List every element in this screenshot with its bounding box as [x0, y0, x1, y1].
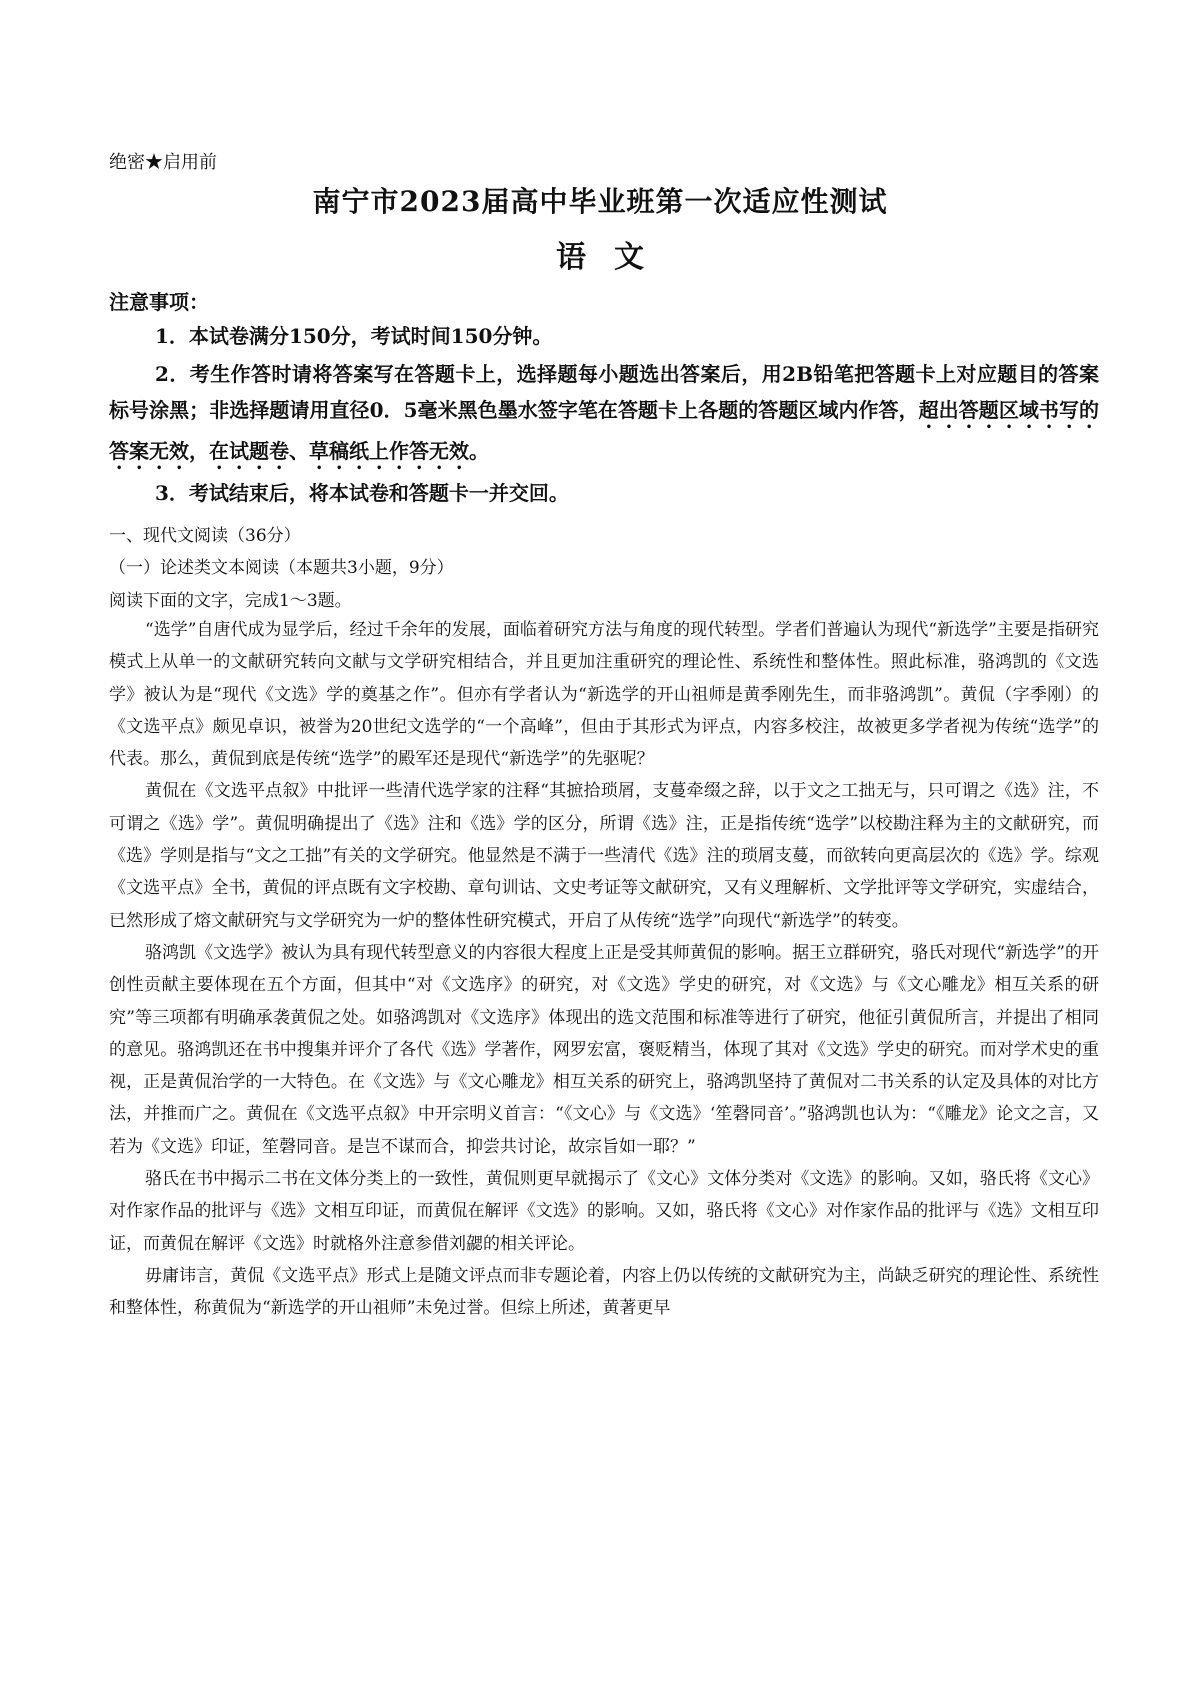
- notice-item-3: 3．考试结束后，将本试卷和答题卡一并交回。: [155, 481, 569, 505]
- notice-heading: 注意事项：: [109, 290, 209, 314]
- passage-paragraph-4: 骆氏在书中揭示二书在文体分类上的一致性，黄侃则更早就揭示了《文心》文体分类对《文选》的影响。又如，骆氏将《文心》对作家作品的批评与《选》文相互印证，而黄侃在解评《文选》的影响。又如，骆氏将《文心》对作家作品的批评与《选》文相互印证，而黄侃在解评《文选》时就格外注意参借刘勰的相关评论。: [109, 1169, 1099, 1254]
- confidential-label: 绝密★启用前: [109, 152, 217, 173]
- notice-item-2-end: 。: [469, 439, 489, 463]
- passage-paragraph-1: “选学”自唐代成为显学后，经过千余年的发展，面临着研究方法与角度的现代转型。学者们普遍认为现代“新选学”主要是指研究模式上从单一的文献研究转向文献与文学研究相结合，并且更加注重研究的理论性、系统性和整体性。照此标准，骆鸿凯的《文选学》被认为是“现代《文选》学的奠基之作”。但亦有学者认为“新选学的开山祖师是黄季刚先生，而非骆鸿凯”。黄侃（字季刚）的《文选平点》颇见卓识，被誉为20世纪文选学的“一个高峰”，但由于其形式为评点，内容多校注，故被更多学者视为传统“选学”的代表。那么，黄侃到底是传统“选学”的殿军还是现代“新选学”的先驱呢？: [109, 620, 1099, 770]
- notice-item-2: [109, 356, 1099, 474]
- reading-instruction: 阅读下面的文字，完成1～3题。: [109, 591, 352, 611]
- section-heading: 一、现代文阅读（36分）: [109, 526, 301, 546]
- subject-title: 语文: [556, 240, 672, 275]
- notice-item-2-emphasis: 超出答题区域书写的答案无效，在试题卷、草稿纸上作答无效: [109, 398, 1099, 463]
- reading-passage: [109, 614, 1099, 1325]
- notice-item-2-text: 2．考生作答时请将答案写在答题卡上，选择题每小题选出答案后，用2B铅笔把答题卡上对应题目的答案标号涂黑；非选择题请用直径0．5毫米黑色墨水签字笔在答题卡上各题的答题区域内作答，: [109, 362, 1099, 422]
- subsection-heading: （一）论述类文本阅读（本题共3小题，9分）: [109, 558, 454, 578]
- passage-paragraph-5: 毋庸讳言，黄侃《文选平点》形式上是随文评点而非专题论着，内容上仍以传统的文献研究为主，尚缺乏研究的理论性、系统性和整体性，称黄侃为“新选学的开山祖师”未免过誉。但综上所述，黄著更早: [109, 1265, 1099, 1319]
- exam-title: 南宁市2023届高中毕业班第一次适应性测试: [312, 185, 888, 218]
- passage-paragraph-3: 骆鸿凯《文选学》被认为具有现代转型意义的内容很大程度上正是受其师黄侃的影响。据王立群研究，骆氏对现代“新选学”的开创性贡献主要体现在五个方面，但其中“对《文选序》的研究，对《文选》学史的研究，对《文选》与《文心雕龙》相互关系的研究”等三项都有明确承袭黄侃之处。如骆鸿凯对《文选序》体现出的选文范围和标准等进行了研究，他征引黄侃所言，并提出了相同的意见。骆鸿凯还在书中搜集并评介了各代《选》学著作，网罗宏富，褒贬精当，体现了其对《文选》学史的研究。而对学术史的重视，正是黄侃治学的一大特色。在《文选》与《文心雕龙》相互关系的研究上，骆鸿凯坚持了黄侃对二书关系的认定及具体的对比方法，并推而广之。黄侃在《文选平点叙》中开宗明义首言：“《文心》与《文选》‘笙磬同音’。”骆鸿凯也认为：“《雕龙》论文之言，又若为《文选》印证，笙磬同音。是岂不谋而合，抑尝共讨论，故宗旨如一耶？”: [109, 942, 1099, 1157]
- notice-item-1: 1．本试卷满分150分，考试时间150分钟。: [155, 324, 553, 348]
- passage-paragraph-2: 黄侃在《文选平点叙》中批评一些清代选学家的注释“其摭拾琐屑，支蔓牵缀之辞，以于文之工拙无与，只可谓之《选》注，不可谓之《选》学”。黄侃明确提出了《选》注和《选》学的区分，所谓《选》注，正是指传统“选学”以校勘注释为主的文献研究，而《选》学则是指与“文之工拙”有关的文学研究。他显然是不满于一些清代《选》注的琐屑支蔓，而欲转向更高层次的《选》学。综观《文选平点》全书，黄侃的评点既有文字校勘、章句训诂、文史考证等文献研究，又有义理解析、文学批评等文学研究，实虚结合，已然形成了熔文献研究与文学研究为一炉的整体性研究模式，开启了从传统“选学”向现代“新选学”的转变。: [109, 781, 1099, 931]
